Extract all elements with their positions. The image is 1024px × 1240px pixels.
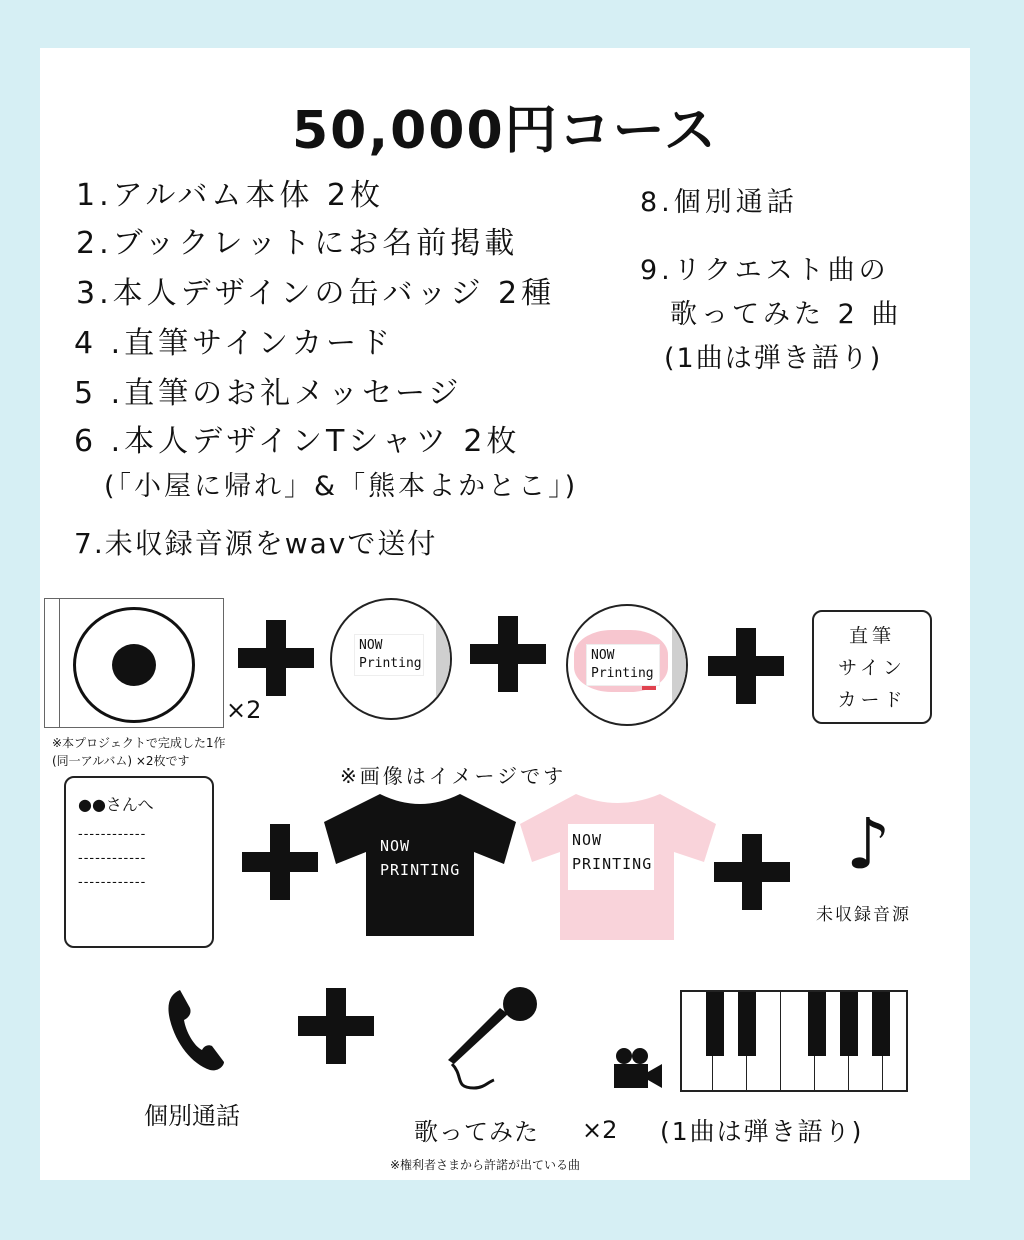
list-item-8: 8.個別通話 [640,187,798,218]
thank-you-message-card [64,776,214,948]
list-item-2: 2.ブックレットにお名前掲載 [76,226,519,261]
list-item-4: 4 .直筆サインカード [74,326,395,361]
badge-rim [672,606,686,724]
badge-label-line1: NOW [591,648,615,663]
message-to: ●●さんへ [78,795,154,814]
page-title: 50,000円コース [291,101,719,161]
sign-card-line2: サイン [838,657,906,679]
sing-label: 歌ってみた [414,1118,539,1146]
video-camera-icon [610,1048,664,1092]
list-item-9-line1: 9.リクエスト曲の [640,255,890,286]
album-spine [59,599,60,727]
list-item-6: 6 .本人デザインTシャツ 2枚 [74,424,521,459]
badge-label-line2: Printing [591,666,654,681]
album-note-1: ※本プロジェクトで完成した1作 [52,736,226,750]
phone-icon [166,988,226,1072]
sign-card-line3: カード [837,689,907,711]
piano-black-key [738,992,756,1056]
can-badge-1 [330,598,452,720]
sing-times: ×2 [582,1116,618,1144]
badge-label [354,634,424,676]
tshirt-black-line1: NOW [380,837,411,855]
badge-rim [436,600,450,718]
message-line: ------------ [78,875,147,890]
plus-icon [298,988,374,1064]
album-jacket [44,598,224,728]
tshirt-black-text [380,834,460,882]
list-item-9-line2: 歌ってみた 2 曲 [670,299,903,330]
unreleased-label: 未収録音源 [816,905,911,925]
plus-icon [470,616,546,692]
piano-key [780,992,781,1090]
album-note-2: (同一アルバム) ×2枚です [52,754,190,768]
microphone-icon [444,984,544,1094]
music-note-icon: ♪ [846,803,891,885]
rights-note: ※権利者さまから許諾が出ている曲 [390,1158,581,1172]
plus-icon [242,824,318,900]
badge-label-line1: NOW [359,638,383,653]
list-item-9-line3: (1曲は弾き語り) [664,343,883,374]
album-times: ×2 [226,696,262,724]
sign-card-line1: 直筆 [848,625,895,647]
list-item-6-detail: (「小屋に帰れ」&「熊本よかとこ」) [104,471,579,502]
sign-card [812,610,932,724]
course-card [40,48,970,1180]
piano-black-key [808,992,826,1056]
piano-keyboard [680,990,908,1092]
cd-disc [73,607,195,723]
badge-label [586,644,660,686]
piano-black-key [840,992,858,1056]
piano-label: (1曲は弾き語り) [660,1117,864,1146]
list-item-3: 3.本人デザインの缶バッジ 2種 [76,276,556,311]
piano-black-key [706,992,724,1056]
can-badge-2 [566,604,688,726]
tshirt-pink-text [572,828,652,876]
tshirt-pink-line1: NOW [572,831,603,849]
plus-icon [238,620,314,696]
tshirt-black-line2: PRINTING [380,861,461,879]
cd-center [112,644,156,686]
message-line: ------------ [78,851,147,866]
plus-icon [708,628,784,704]
list-item-7: 7.未収録音源をwavで送付 [74,527,438,560]
plus-icon [714,834,790,910]
call-label: 個別通話 [144,1102,240,1130]
image-note: ※画像はイメージです [340,764,567,788]
message-line: ------------ [78,827,147,842]
tshirt-pink-line2: PRINTING [572,855,653,873]
list-item-1: 1.アルバム本体 2枚 [76,178,384,213]
list-item-5: 5 .直筆のお礼メッセージ [74,376,463,411]
piano-black-key [872,992,890,1056]
badge-label-line2: Printing [359,656,422,671]
